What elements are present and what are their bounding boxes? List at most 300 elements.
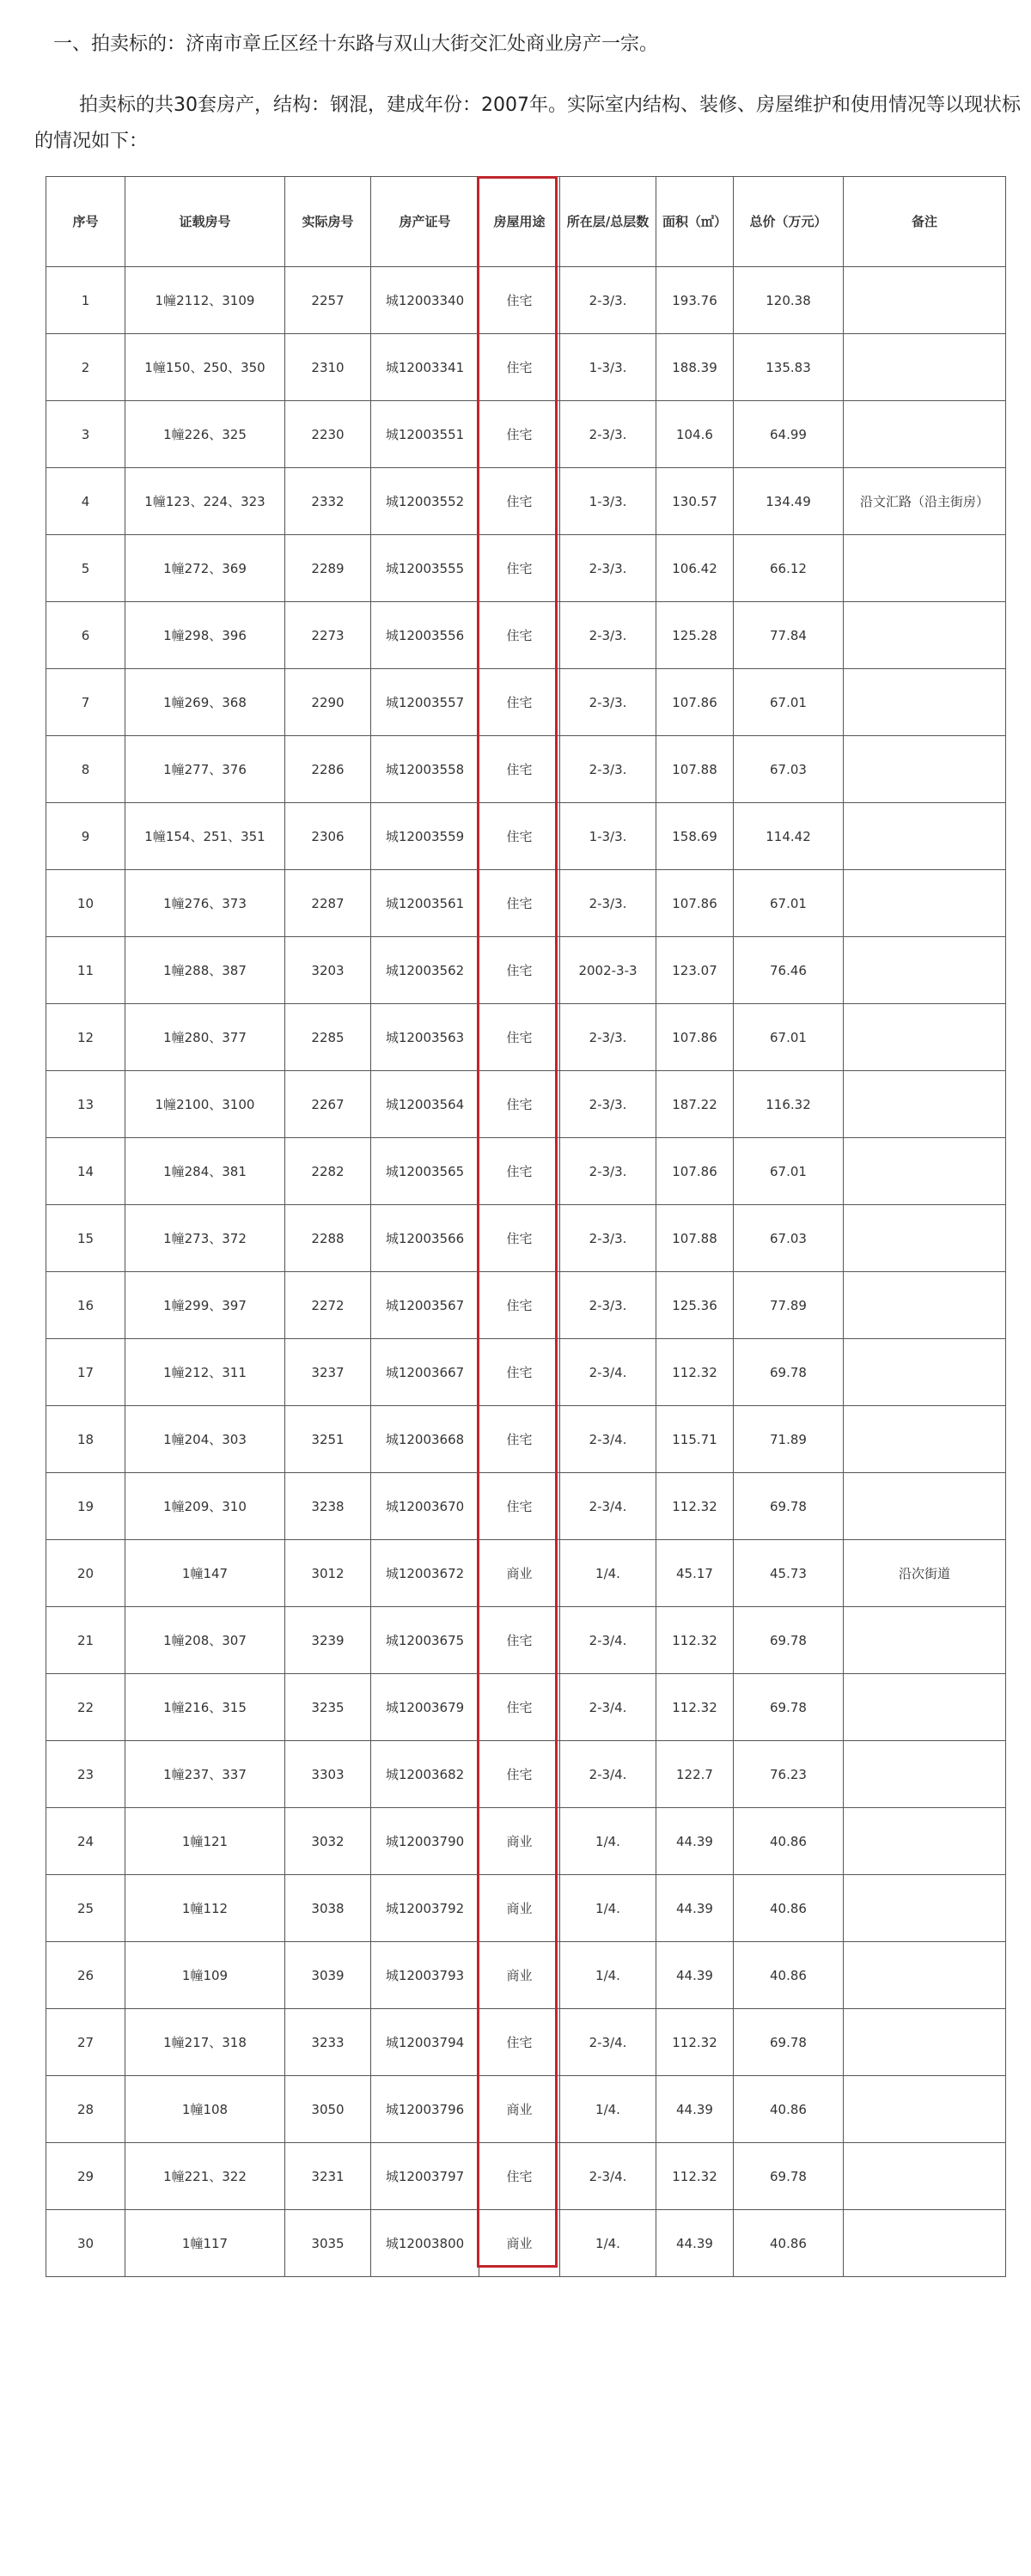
cell-area: 106.42 [656,535,734,602]
cell-property-cert: 城12003565 [371,1138,479,1205]
cell-price: 69.78 [734,1674,844,1741]
cell-price: 135.83 [734,334,844,401]
cell-cert-room: 1幢2112、3109 [125,267,285,334]
cell-note [844,1741,1006,1808]
cell-cert-room: 1幢108 [125,2076,285,2143]
cell-actual-room: 2332 [285,468,371,535]
cell-cert-room: 1幢273、372 [125,1205,285,1272]
table-row [46,1741,1006,1808]
cell-usage: 住宅 [479,1674,560,1741]
cell-no: 4 [46,468,125,535]
cell-usage: 住宅 [479,1607,560,1674]
cell-property-cert: 城12003564 [371,1071,479,1138]
header-no: 序号 [46,177,125,267]
cell-no: 7 [46,669,125,736]
cell-cert-room: 1幢284、381 [125,1138,285,1205]
header-floor: 所在层/总层数 [560,177,656,267]
cell-cert-room: 1幢221、322 [125,2143,285,2210]
cell-actual-room: 2288 [285,1205,371,1272]
cell-price: 67.01 [734,669,844,736]
cell-no: 12 [46,1004,125,1071]
cell-actual-room: 2290 [285,669,371,736]
cell-property-cert: 城12003796 [371,2076,479,2143]
cell-no: 15 [46,1205,125,1272]
cell-actual-room: 2289 [285,535,371,602]
cell-area: 44.39 [656,2210,734,2277]
cell-property-cert: 城12003556 [371,602,479,669]
cell-actual-room: 3050 [285,2076,371,2143]
cell-property-cert: 城12003793 [371,1942,479,2009]
cell-area: 107.86 [656,1138,734,1205]
cell-price: 77.84 [734,602,844,669]
table-row [46,1674,1006,1741]
table-row [46,1205,1006,1272]
cell-note [844,535,1006,602]
cell-actual-room: 2286 [285,736,371,803]
cell-note [844,1406,1006,1473]
header-price: 总价（万元） [734,177,844,267]
cell-property-cert: 城12003559 [371,803,479,870]
cell-area: 115.71 [656,1406,734,1473]
cell-area: 112.32 [656,2143,734,2210]
cell-usage: 商业 [479,1540,560,1607]
cell-no: 30 [46,2210,125,2277]
intro-paragraph: 拍卖标的共30套房产，结构：钢混，建成年份：2007年。实际室内结构、装修、房屋维护和使用情况等以现状标的情况如下： [34,94,1021,152]
cell-price: 67.01 [734,1138,844,1205]
cell-cert-room: 1幢154、251、351 [125,803,285,870]
cell-floor: 1-3/3. [560,803,656,870]
header-property-cert: 房产证号 [371,177,479,267]
cell-floor: 2-3/3. [560,1138,656,1205]
cell-floor: 2-3/3. [560,267,656,334]
header-area: 面积（㎡） [656,177,734,267]
cell-cert-room: 1幢117 [125,2210,285,2277]
table-row [46,669,1006,736]
table-row [46,1607,1006,1674]
cell-price: 40.86 [734,1942,844,2009]
cell-usage: 住宅 [479,267,560,334]
cell-no: 26 [46,1942,125,2009]
cell-note [844,2143,1006,2210]
cell-no: 14 [46,1138,125,1205]
cell-floor: 2-3/4. [560,1607,656,1674]
table-row [46,1004,1006,1071]
cell-property-cert: 城12003667 [371,1339,479,1406]
cell-actual-room: 3238 [285,1473,371,1540]
cell-area: 112.32 [656,2009,734,2076]
cell-note [844,736,1006,803]
cell-area: 44.39 [656,1808,734,1875]
table-row [46,1540,1006,1607]
table-row [46,1272,1006,1339]
header-note: 备注 [844,177,1006,267]
cell-no: 10 [46,870,125,937]
cell-note [844,1004,1006,1071]
cell-actual-room: 3239 [285,1607,371,1674]
cell-area: 125.36 [656,1272,734,1339]
cell-actual-room: 3251 [285,1406,371,1473]
cell-note [844,401,1006,468]
cell-area: 107.86 [656,870,734,937]
cell-area: 123.07 [656,937,734,1004]
cell-floor: 2-3/4. [560,1741,656,1808]
table-row [46,2009,1006,2076]
cell-usage: 商业 [479,1808,560,1875]
table-row [46,2076,1006,2143]
cell-no: 8 [46,736,125,803]
cell-no: 6 [46,602,125,669]
cell-no: 20 [46,1540,125,1607]
cell-no: 5 [46,535,125,602]
cell-area: 45.17 [656,1540,734,1607]
cell-floor: 2-3/4. [560,1674,656,1741]
cell-area: 107.86 [656,669,734,736]
table-row [46,1473,1006,1540]
cell-cert-room: 1幢269、368 [125,669,285,736]
cell-price: 67.01 [734,870,844,937]
cell-note [844,1205,1006,1272]
cell-note [844,870,1006,937]
cell-usage: 住宅 [479,1406,560,1473]
cell-property-cert: 城12003552 [371,468,479,535]
cell-usage: 商业 [479,1875,560,1942]
cell-cert-room: 1幢204、303 [125,1406,285,1473]
table-row [46,535,1006,602]
cell-actual-room: 2230 [285,401,371,468]
cell-no: 16 [46,1272,125,1339]
cell-cert-room: 1幢298、396 [125,602,285,669]
cell-note [844,1473,1006,1540]
table-row [46,267,1006,334]
cell-price: 69.78 [734,2009,844,2076]
cell-actual-room: 3303 [285,1741,371,1808]
cell-note: 沿文汇路（沿主街房） [844,468,1006,535]
section-heading: 一、拍卖标的：济南市章丘区经十东路与双山大街交汇处商业房产一宗。 [53,33,659,55]
cell-cert-room: 1幢209、310 [125,1473,285,1540]
cell-usage: 住宅 [479,1004,560,1071]
cell-area: 112.32 [656,1607,734,1674]
header-usage: 房屋用途 [479,177,560,267]
cell-area: 130.57 [656,468,734,535]
property-table [46,176,1006,2277]
cell-price: 45.73 [734,1540,844,1607]
cell-actual-room: 2272 [285,1272,371,1339]
cell-price: 120.38 [734,267,844,334]
cell-cert-room: 1幢2100、3100 [125,1071,285,1138]
cell-price: 67.01 [734,1004,844,1071]
cell-note [844,1942,1006,2009]
cell-area: 125.28 [656,602,734,669]
cell-usage: 住宅 [479,1138,560,1205]
cell-note [844,334,1006,401]
cell-price: 76.23 [734,1741,844,1808]
table-row [46,1406,1006,1473]
cell-floor: 2-3/4. [560,2143,656,2210]
cell-note [844,1071,1006,1138]
cell-floor: 1-3/3. [560,468,656,535]
cell-usage: 住宅 [479,2143,560,2210]
cell-no: 27 [46,2009,125,2076]
cell-floor: 1/4. [560,1808,656,1875]
cell-floor: 2-3/4. [560,1406,656,1473]
cell-usage: 商业 [479,2076,560,2143]
cell-usage: 商业 [479,1942,560,2009]
cell-actual-room: 2257 [285,267,371,334]
cell-area: 44.39 [656,2076,734,2143]
cell-floor: 2-3/3. [560,1004,656,1071]
cell-usage: 住宅 [479,535,560,602]
cell-note [844,1272,1006,1339]
cell-floor: 1/4. [560,2076,656,2143]
cell-cert-room: 1幢212、311 [125,1339,285,1406]
cell-no: 21 [46,1607,125,1674]
table-row [46,2143,1006,2210]
cell-property-cert: 城12003562 [371,937,479,1004]
cell-usage: 住宅 [479,937,560,1004]
header-cert-room: 证载房号 [125,177,285,267]
cell-price: 71.89 [734,1406,844,1473]
cell-actual-room: 3035 [285,2210,371,2277]
cell-usage: 住宅 [479,1339,560,1406]
cell-area: 112.32 [656,1339,734,1406]
cell-price: 40.86 [734,1875,844,1942]
cell-price: 64.99 [734,401,844,468]
cell-cert-room: 1幢147 [125,1540,285,1607]
cell-property-cert: 城12003792 [371,1875,479,1942]
cell-actual-room: 3038 [285,1875,371,1942]
table-row [46,1808,1006,1875]
cell-no: 29 [46,2143,125,2210]
cell-cert-room: 1幢288、387 [125,937,285,1004]
cell-actual-room: 3032 [285,1808,371,1875]
cell-actual-room: 3235 [285,1674,371,1741]
cell-area: 193.76 [656,267,734,334]
cell-actual-room: 3203 [285,937,371,1004]
cell-actual-room: 3231 [285,2143,371,2210]
cell-usage: 住宅 [479,468,560,535]
cell-cert-room: 1幢150、250、350 [125,334,285,401]
cell-price: 69.78 [734,1339,844,1406]
cell-floor: 2-3/3. [560,870,656,937]
cell-area: 107.88 [656,736,734,803]
cell-area: 122.7 [656,1741,734,1808]
cell-actual-room: 3237 [285,1339,371,1406]
cell-property-cert: 城12003682 [371,1741,479,1808]
table-row [46,736,1006,803]
cell-usage: 住宅 [479,1272,560,1339]
cell-cert-room: 1幢299、397 [125,1272,285,1339]
cell-note [844,2210,1006,2277]
cell-price: 40.86 [734,2210,844,2277]
cell-actual-room: 3233 [285,2009,371,2076]
cell-note [844,602,1006,669]
table-row [46,334,1006,401]
cell-no: 11 [46,937,125,1004]
header-actual-room: 实际房号 [285,177,371,267]
cell-note [844,2009,1006,2076]
cell-usage: 住宅 [479,2009,560,2076]
cell-usage: 住宅 [479,602,560,669]
cell-no: 25 [46,1875,125,1942]
cell-note [844,267,1006,334]
cell-no: 24 [46,1808,125,1875]
cell-no: 28 [46,2076,125,2143]
cell-actual-room: 2273 [285,602,371,669]
cell-price: 77.89 [734,1272,844,1339]
cell-usage: 住宅 [479,803,560,870]
cell-property-cert: 城12003670 [371,1473,479,1540]
cell-property-cert: 城12003675 [371,1607,479,1674]
cell-note [844,669,1006,736]
cell-floor: 2-3/3. [560,1205,656,1272]
cell-note [844,1674,1006,1741]
cell-cert-room: 1幢226、325 [125,401,285,468]
cell-usage: 住宅 [479,1741,560,1808]
cell-property-cert: 城12003561 [371,870,479,937]
cell-cert-room: 1幢123、224、323 [125,468,285,535]
cell-cert-room: 1幢237、337 [125,1741,285,1808]
cell-floor: 2-3/4. [560,1339,656,1406]
cell-property-cert: 城12003668 [371,1406,479,1473]
cell-actual-room: 2282 [285,1138,371,1205]
table-row [46,1942,1006,2009]
cell-usage: 住宅 [479,669,560,736]
cell-usage: 住宅 [479,1473,560,1540]
cell-price: 67.03 [734,1205,844,1272]
cell-property-cert: 城12003797 [371,2143,479,2210]
table-row [46,803,1006,870]
cell-no: 3 [46,401,125,468]
cell-note: 沿次街道 [844,1540,1006,1607]
cell-actual-room: 3012 [285,1540,371,1607]
cell-floor: 2-3/3. [560,669,656,736]
cell-price: 134.49 [734,468,844,535]
cell-area: 104.6 [656,401,734,468]
cell-usage: 商业 [479,2210,560,2277]
cell-no: 13 [46,1071,125,1138]
cell-property-cert: 城12003800 [371,2210,479,2277]
cell-no: 17 [46,1339,125,1406]
cell-area: 107.86 [656,1004,734,1071]
cell-area: 188.39 [656,334,734,401]
cell-no: 1 [46,267,125,334]
cell-floor: 1/4. [560,2210,656,2277]
cell-note [844,1138,1006,1205]
cell-price: 66.12 [734,535,844,602]
cell-floor: 2-3/3. [560,602,656,669]
table-row [46,468,1006,535]
table-row [46,937,1006,1004]
cell-property-cert: 城12003790 [371,1808,479,1875]
cell-property-cert: 城12003567 [371,1272,479,1339]
cell-area: 112.32 [656,1674,734,1741]
cell-cert-room: 1幢217、318 [125,2009,285,2076]
cell-cert-room: 1幢208、307 [125,1607,285,1674]
cell-actual-room: 3039 [285,1942,371,2009]
cell-property-cert: 城12003557 [371,669,479,736]
cell-price: 114.42 [734,803,844,870]
cell-note [844,937,1006,1004]
cell-note [844,2076,1006,2143]
cell-floor: 1-3/3. [560,334,656,401]
cell-usage: 住宅 [479,1205,560,1272]
table-row [46,2210,1006,2277]
cell-no: 18 [46,1406,125,1473]
cell-usage: 住宅 [479,736,560,803]
cell-floor: 2-3/3. [560,1071,656,1138]
cell-area: 107.88 [656,1205,734,1272]
cell-property-cert: 城12003555 [371,535,479,602]
table-row [46,1138,1006,1205]
cell-area: 44.39 [656,1875,734,1942]
cell-note [844,1875,1006,1942]
cell-property-cert: 城12003341 [371,334,479,401]
cell-floor: 2-3/3. [560,535,656,602]
table-row [46,870,1006,937]
cell-note [844,1339,1006,1406]
cell-note [844,1607,1006,1674]
cell-cert-room: 1幢121 [125,1808,285,1875]
cell-usage: 住宅 [479,334,560,401]
cell-property-cert: 城12003558 [371,736,479,803]
cell-price: 69.78 [734,1607,844,1674]
cell-actual-room: 2306 [285,803,371,870]
cell-no: 19 [46,1473,125,1540]
cell-price: 76.46 [734,937,844,1004]
cell-usage: 住宅 [479,870,560,937]
cell-property-cert: 城12003551 [371,401,479,468]
cell-floor: 2-3/4. [560,1473,656,1540]
cell-floor: 2002-3-3 [560,937,656,1004]
cell-property-cert: 城12003566 [371,1205,479,1272]
cell-no: 2 [46,334,125,401]
cell-no: 9 [46,803,125,870]
table-row [46,401,1006,468]
cell-floor: 2-3/3. [560,1272,656,1339]
table-row [46,1339,1006,1406]
cell-price: 69.78 [734,2143,844,2210]
cell-actual-room: 2267 [285,1071,371,1138]
cell-property-cert: 城12003340 [371,267,479,334]
cell-cert-room: 1幢277、376 [125,736,285,803]
cell-cert-room: 1幢272、369 [125,535,285,602]
cell-actual-room: 2310 [285,334,371,401]
cell-property-cert: 城12003563 [371,1004,479,1071]
cell-price: 40.86 [734,2076,844,2143]
cell-cert-room: 1幢280、377 [125,1004,285,1071]
cell-price: 116.32 [734,1071,844,1138]
table-row [46,602,1006,669]
cell-usage: 住宅 [479,1071,560,1138]
cell-property-cert: 城12003679 [371,1674,479,1741]
cell-area: 44.39 [656,1942,734,2009]
cell-price: 40.86 [734,1808,844,1875]
cell-floor: 2-3/3. [560,401,656,468]
cell-floor: 1/4. [560,1875,656,1942]
table-body [46,267,1006,2277]
cell-actual-room: 2285 [285,1004,371,1071]
cell-actual-room: 2287 [285,870,371,937]
cell-floor: 1/4. [560,1540,656,1607]
cell-usage: 住宅 [479,401,560,468]
cell-area: 187.22 [656,1071,734,1138]
cell-price: 67.03 [734,736,844,803]
cell-floor: 1/4. [560,1942,656,2009]
table-header-row [46,177,1006,267]
cell-area: 158.69 [656,803,734,870]
table-row [46,1875,1006,1942]
table-row [46,1071,1006,1138]
